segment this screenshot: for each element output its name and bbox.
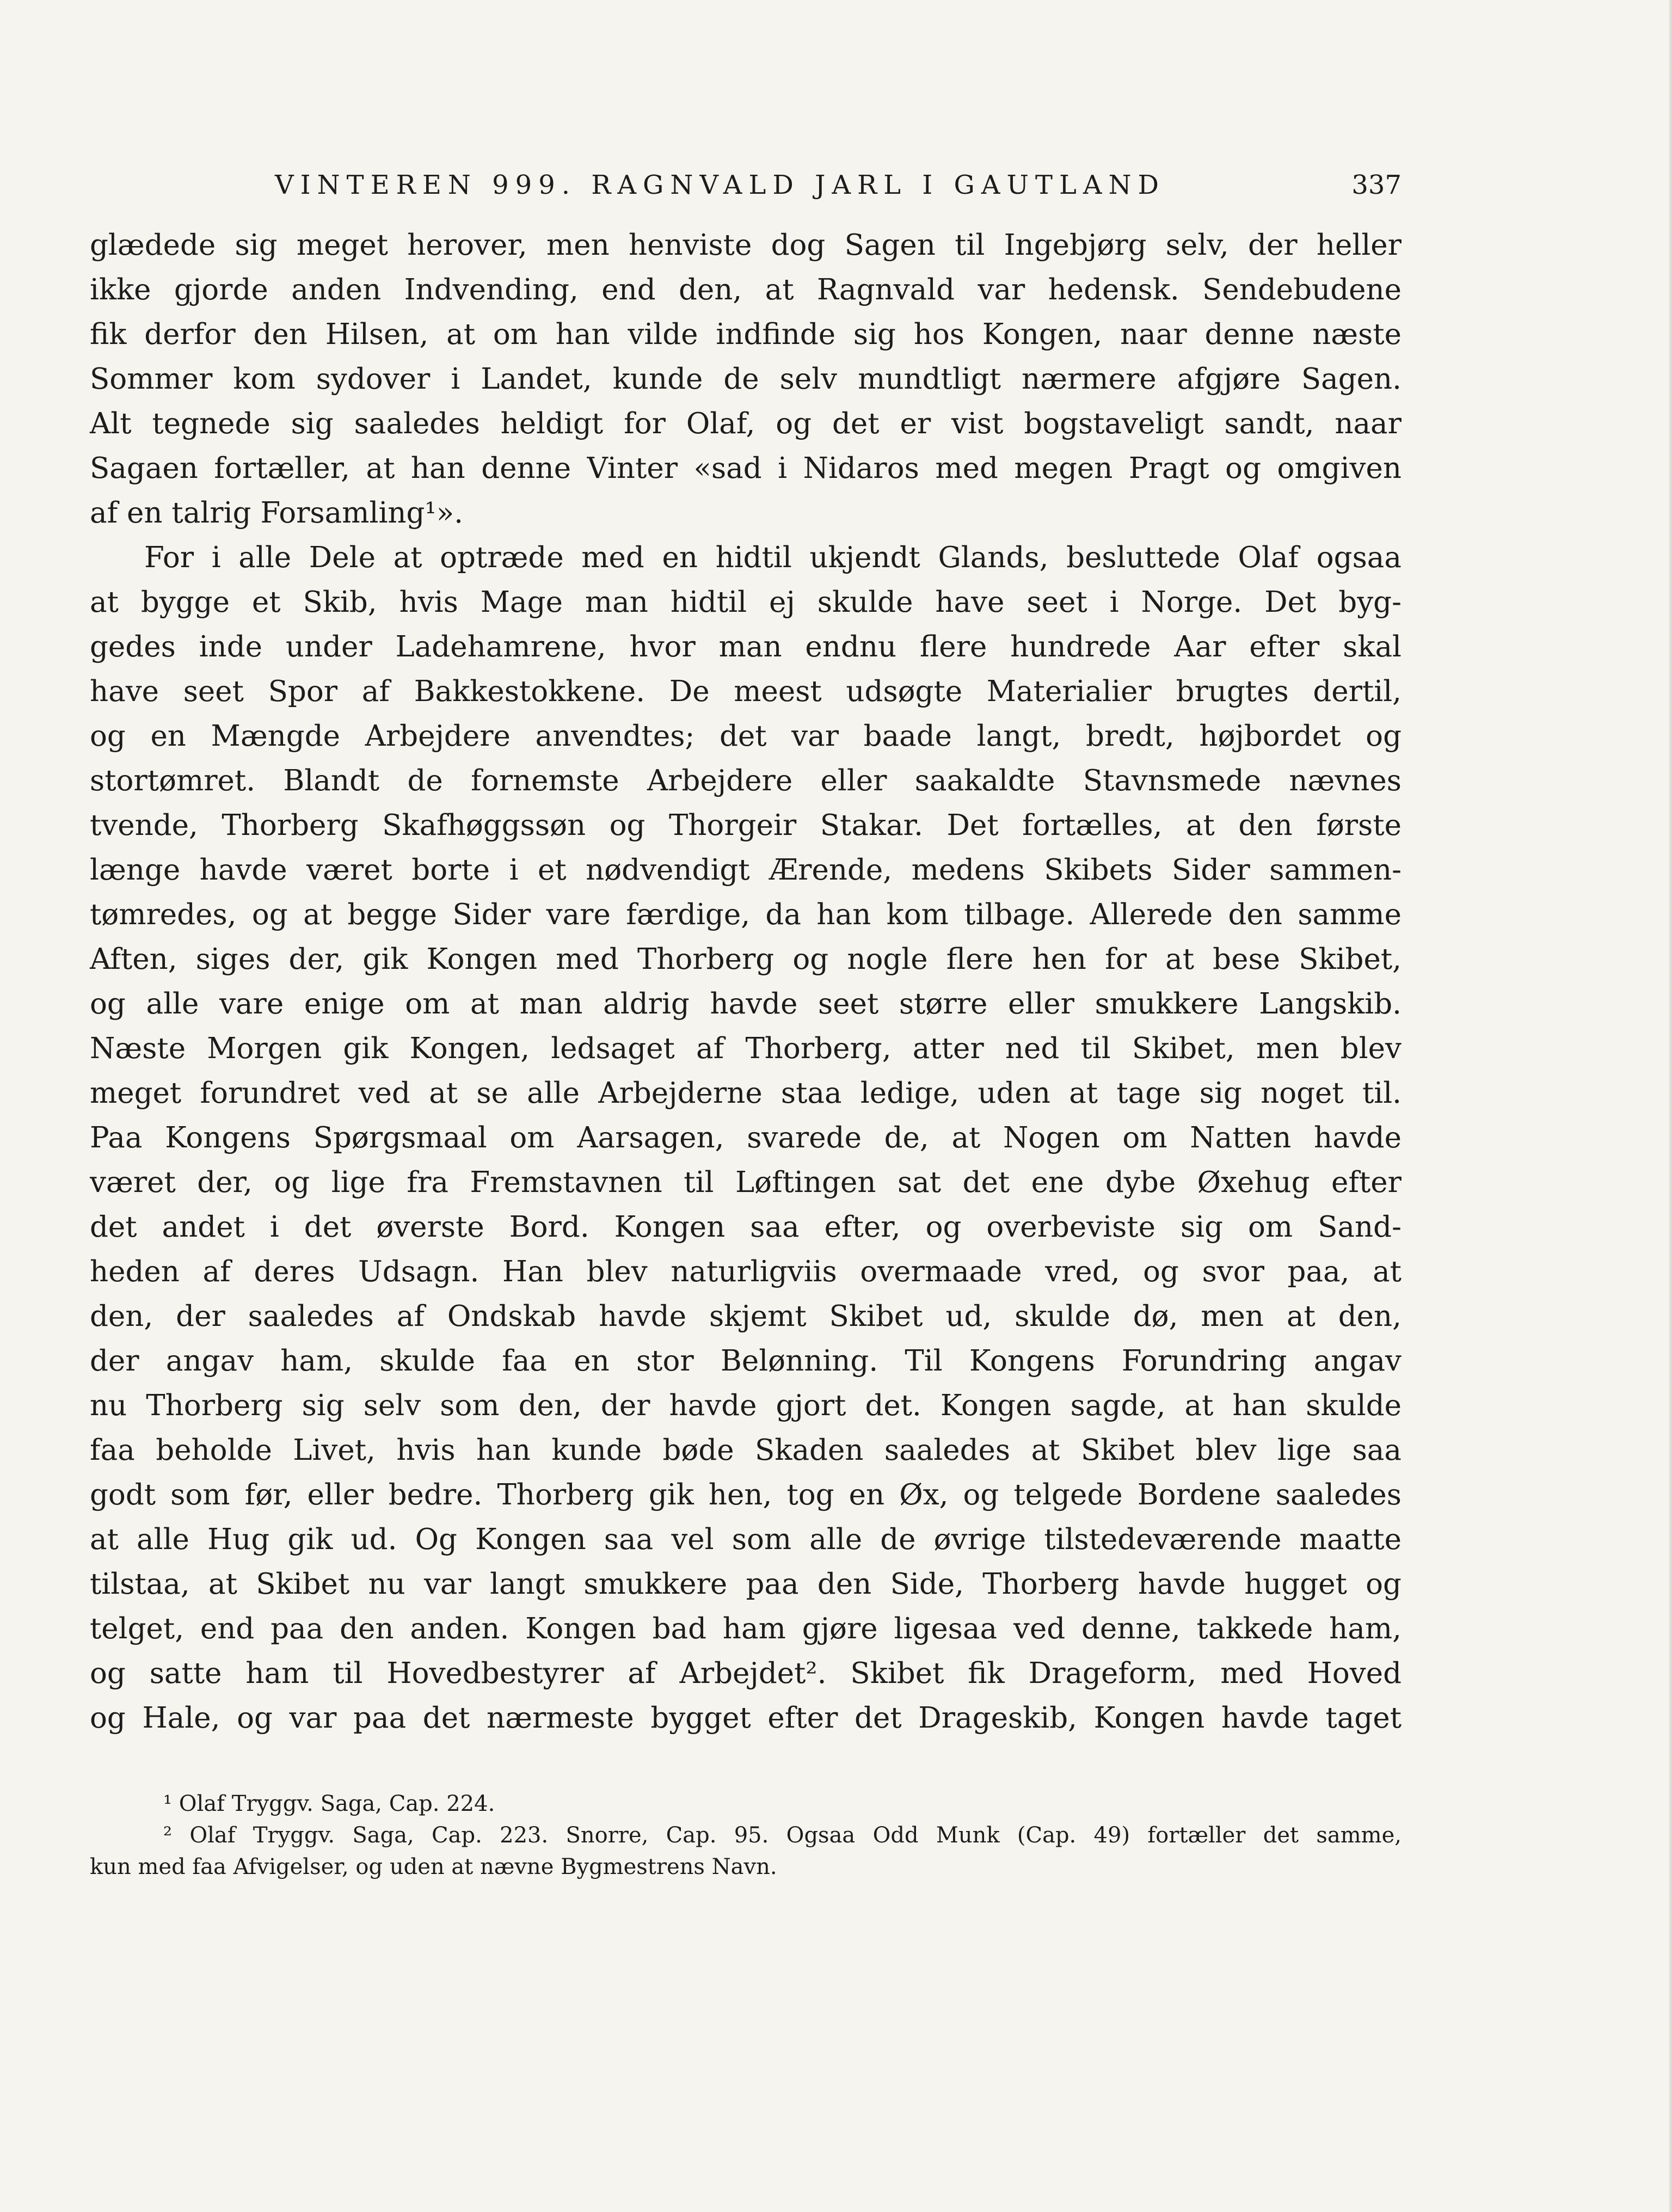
page-edge [1669,0,1672,2212]
text-line: været der, og lige fra Fremstavnen til Løftingen sat det ene dybe Øxehug efter [90,1166,1401,1199]
text-line: Sagaen fortæller, at han denne Vinter «sad i Nidaros med megen Pragt og omgiven [90,452,1401,485]
text-line: stortømret. Blandt de fornemste Arbejdere eller saakaldte Stavnsmede nævnes [90,764,1401,797]
running-header [90,163,1401,207]
text-line: og alle vare enige om at man aldrig havde seet større eller smukkere Langskib. [90,987,1401,1021]
text-line: længe havde været borte i et nødvendigt Ærende, medens Skibets Sider sammen- [90,853,1401,887]
page-number: 337 [1351,170,1401,200]
text-line: og Hale, og var paa det nærmeste bygget efter det Drageskib, Kongen havde taget [90,1701,1401,1735]
text-line: den, der saaledes af Ondskab havde skjemt Skibet ud, skulde dø, men at den, [90,1300,1401,1333]
text-line: Sommer kom sydover i Landet, kunde de selv mundtligt nærmere afgjøre Sagen. [90,362,1401,396]
footnotes [90,1788,1401,1883]
text-line: fik derfor den Hilsen, at om han vilde indfinde sig hos Kongen, naar denne næste [90,318,1401,351]
text-line: at alle Hug gik ud. Og Kongen saa vel som alle de øvrige tilstedeværende maatte [90,1523,1401,1556]
text-line: gedes inde under Ladehamrene, hvor man endnu flere hundrede Aar efter skal [90,630,1401,663]
text-line: og en Mængde Arbejdere anvendtes; det var baade langt, bredt, højbordet og [90,720,1401,753]
text-line: tvende, Thorberg Skafhøggssøn og Thorgeir Stakar. Det fortælles, at den første [90,809,1401,842]
body-text [90,223,1401,1741]
text-line: nu Thorberg sig selv som den, der havde gjort det. Kongen sagde, at han skulde [90,1389,1401,1422]
text-line: ikke gjorde anden Indvending, end den, at Ragnvald var hedensk. Sendebudene [90,273,1401,306]
text-line: tømredes, og at begge Sider vare færdige, da han kom tilbage. Allerede den samme [90,898,1401,931]
text-line: og satte ham til Hovedbestyrer af Arbejdet². Skibet fik Drageform, med Hoved [90,1657,1401,1690]
text-line: Alt tegnede sig saaledes heldigt for Olaf, og det er vist bogstaveligt sandt, naar [90,407,1401,440]
text-line: godt som før, eller bedre. Thorberg gik hen, tog en Øx, og telgede Bordene saaledes [90,1478,1401,1511]
text-line: meget forundret ved at se alle Arbejderne staa ledige, uden at tage sig noget til. [90,1077,1401,1110]
text-line: at bygge et Skib, hvis Mage man hidtil ej skulde have seet i Norge. Det byg- [90,586,1401,619]
text-line: Paa Kongens Spørgsmaal om Aarsagen, svarede de, at Nogen om Natten havde [90,1121,1401,1154]
footnote-1: ¹ Olaf Tryggv. Saga, Cap. 224. [163,1791,495,1816]
text-line: det andet i det øverste Bord. Kongen saa efter, og overbeviste sig om Sand- [90,1211,1401,1244]
text-line: faa beholde Livet, hvis han kunde bøde Skaden saaledes at Skibet blev lige saa [90,1434,1401,1467]
text-line: have seet Spor af Bakkestokkene. De meest udsøgte Materialier brugtes dertil, [90,675,1401,708]
text-line: For i alle Dele at optræde med en hidtil ukjendt Glands, besluttede Olaf ogsaa [144,541,1401,574]
text-line: der angav ham, skulde faa en stor Belønning. Til Kongens Forundring angav [90,1344,1401,1378]
footnote-2: ² Olaf Tryggv. Saga, Cap. 223. Snorre, Cap. 95. Ogsaa Odd Munk (Cap. 49) fortæller det samme, [163,1823,1401,1848]
running-title: VINTEREN 999. RAGNVALD JARL I GAUTLAND [275,170,1165,200]
text-line: Næste Morgen gik Kongen, ledsaget af Thorberg, atter ned til Skibet, men blev [90,1032,1401,1065]
text-line: af en talrig Forsamling¹». [90,496,463,530]
text-line: telget, end paa den anden. Kongen bad ham gjøre ligesaa ved denne, takkede ham, [90,1612,1401,1645]
footnote-2-continuation: kun med faa Afvigelser, og uden at nævne Bygmestrens Navn. [90,1854,777,1879]
text-line: tilstaa, at Skibet nu var langt smukkere paa den Side, Thorberg havde hugget og [90,1568,1401,1601]
text-line: heden af deres Udsagn. Han blev naturligviis overmaade vred, og svor paa, at [90,1255,1401,1288]
text-line: Aften, siges der, gik Kongen med Thorberg og nogle flere hen for at bese Skibet, [90,943,1401,976]
text-line: glædede sig meget herover, men henviste dog Sagen til Ingebjørg selv, der heller [90,229,1401,262]
